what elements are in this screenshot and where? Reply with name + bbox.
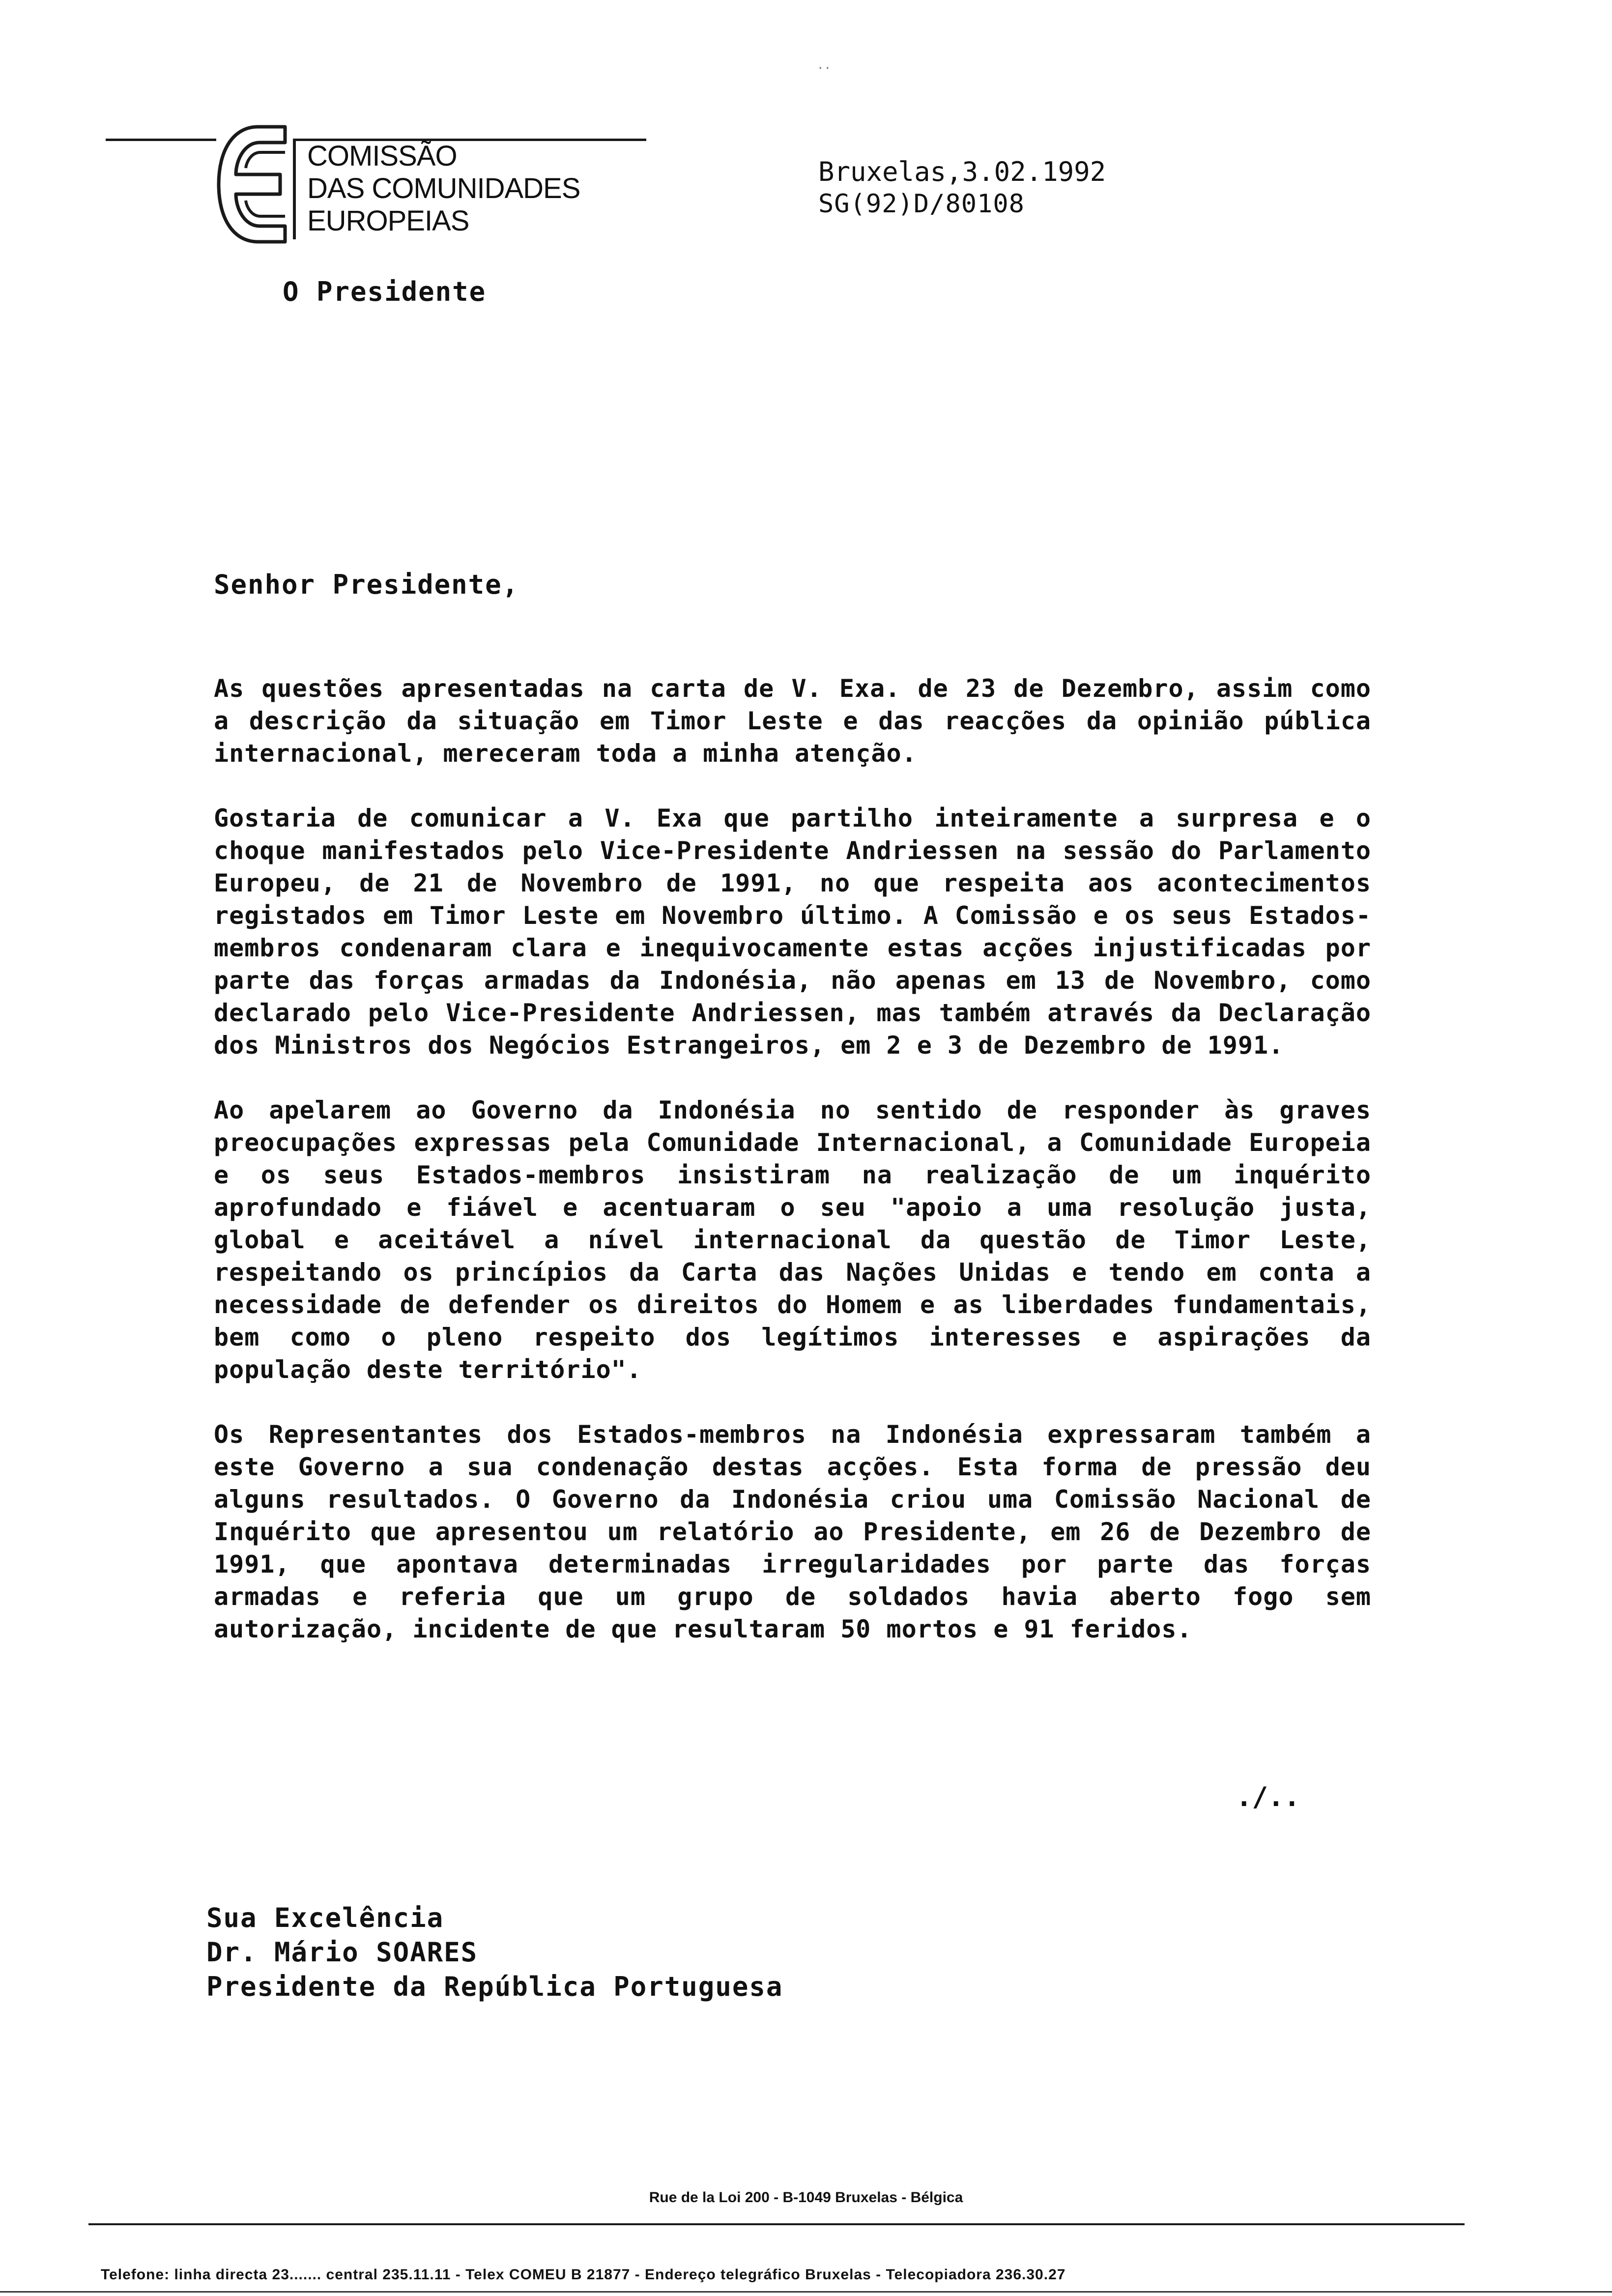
organization-name-line-2: DAS COMUNIDADES — [307, 172, 580, 204]
footer-address: Rue de la Loi 200 - B-1049 Bruxelas - Bélgica — [649, 2189, 963, 2206]
letterhead-divider — [293, 139, 296, 239]
recipient-line-3: Presidente da República Portuguesa — [206, 1971, 783, 2002]
recipient-line-2: Dr. Mário SOARES — [206, 1937, 478, 1968]
body-paragraph-1: As questões apresentadas na carta de V. Exa. de 23 de Dezembro, assim como a descrição da situação em Timor Leste e das reacções da opinião pública internacional, mereceram toda a minha atenção. — [214, 674, 1371, 768]
organization-name-line-3: EUROPEIAS — [307, 205, 469, 237]
organization-name-line-1: COMISSÃO — [307, 140, 457, 172]
recipient-block — [206, 1901, 783, 2004]
footer-rule — [88, 2223, 1465, 2225]
organization-name — [307, 140, 580, 237]
continuation-mark: ./.. — [1236, 1781, 1300, 1812]
ec-logo-icon — [211, 123, 300, 246]
reference-number: SG(92)D/80108 — [818, 189, 1025, 219]
top-mark: .. — [817, 58, 831, 72]
body-paragraph-2: Gostaria de comunicar a V. Exa que partilho inteiramente a surpresa e o choque manifestados pelo Vice-Presidente Andriessen na sessão do Parlamento Europeu, de 21 de Novembro de 1991, no que respeita aos acontecimentos registados em Timor Leste em Novembro último. A Comissão e os seus Estados-membros condenaram clara e inequivocamente estas acções injustificadas por parte das forças armadas da Indonésia, não apenas em 13 de Novembro, como declarado pelo Vice-Presidente Andriessen, mas também através da Declaração dos Ministros dos Negócios Estrangeiros, em 2 e 3 de Dezembro de 1991. — [214, 804, 1371, 1060]
body-paragraph-4: Os Representantes dos Estados-membros na Indonésia expressaram também a este Governo a sua condenação destas acções. Esta forma de pressão deu alguns resultados. O Governo da Indonésia criou uma Comissão Nacional de Inquérito que apresentou um relatório ao Presidente, em 26 de Dezembro de 1991, que apontava determinadas irregularidades por parte das forças armadas e referia que um grupo de soldados havia aberto fogo sem autorização, incidente de que resultaram 50 mortos e 91 feridos. — [214, 1420, 1371, 1643]
body-paragraph-3: Ao apelarem ao Governo da Indonésia no sentido de responder às graves preocupações expressas pela Comunidade Internacional, a Comunidade Europeia e os seus Estados-membros insistiram na realização de um inquérito aprofundado e fiável e acentuaram o seu "apoio a uma resolução justa, global e aceitável a nível internacional da questão de Timor Leste, respeitando os princípios da Carta das Nações Unidas e tendo em conta a necessidade de defender os direitos do Homem e as liberdades fundamentais, bem como o pleno respeito dos legítimos interesses e aspirações da população deste território". — [214, 1096, 1371, 1384]
place-and-date: Bruxelas,3.02.1992 — [818, 156, 1106, 187]
footer-contact: Telefone: linha directa 23....... central 235.11.11 - Telex COMEU B 21877 - Endereço telegráfico Bruxelas - Telecopiadora 236.30.27 — [101, 2267, 1066, 2283]
recipient-line-1: Sua Excelência — [206, 1902, 444, 1933]
salutation: Senhor Presidente, — [214, 569, 519, 600]
letter-body — [214, 672, 1371, 1678]
sender-role: O Presidente — [283, 276, 487, 307]
bottom-edge-rule — [0, 2291, 1612, 2293]
letterhead-rule-left — [106, 139, 216, 141]
